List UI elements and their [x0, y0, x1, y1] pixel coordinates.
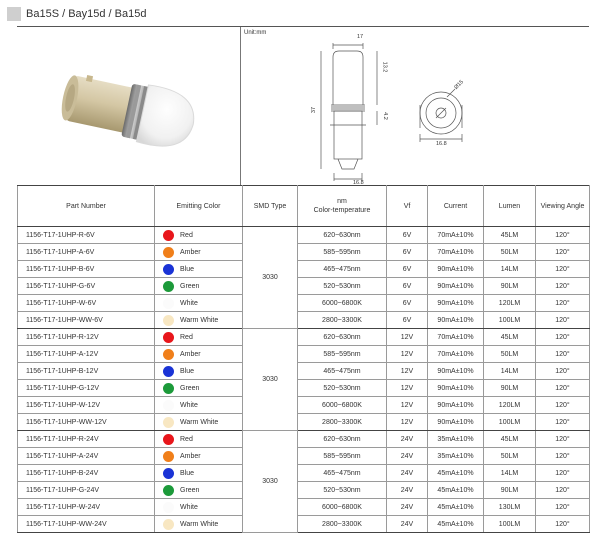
smd-type-cell: 3030: [243, 227, 298, 329]
viewing-angle-cell: 120°: [536, 397, 590, 414]
current-cell: 45mA±10%: [428, 499, 484, 516]
current-cell: 70mA±10%: [428, 244, 484, 261]
vf-cell: 12V: [387, 346, 428, 363]
viewing-angle-cell: 120°: [536, 227, 590, 244]
color-temperature-cell: 465~475nm: [298, 465, 387, 482]
vf-cell: 12V: [387, 363, 428, 380]
emitting-color-cell: [155, 380, 243, 397]
lumen-cell: 50LM: [484, 448, 536, 465]
current-cell: 90mA±10%: [428, 261, 484, 278]
viewing-angle-cell: 120°: [536, 465, 590, 482]
emitting-color-cell: [155, 244, 243, 261]
table-row: [18, 499, 590, 516]
color-dot-icon: [163, 349, 174, 360]
spec-table: [17, 185, 590, 533]
lumen-cell: 130LM: [484, 499, 536, 516]
table-header-row: [18, 186, 590, 227]
emitting-color-cell: [155, 278, 243, 295]
color-temperature-cell: 465~475nm: [298, 261, 387, 278]
part-number-cell: 1156-T17-1UHP-B-12V: [18, 363, 155, 380]
color-temperature-cell: 620~630nm: [298, 329, 387, 346]
lumen-cell: 14LM: [484, 261, 536, 278]
part-number-cell: 1156-T17-1UHP-WW-24V: [18, 516, 155, 533]
viewing-angle-cell: 120°: [536, 312, 590, 329]
color-dot-icon: [163, 502, 174, 513]
color-name: Warm White: [180, 520, 219, 528]
table-row: [18, 346, 590, 363]
color-temperature-cell: 585~595nm: [298, 448, 387, 465]
part-number-cell: 1156-T17-1UHP-B-6V: [18, 261, 155, 278]
color-name: Green: [180, 384, 200, 392]
vf-cell: 24V: [387, 431, 428, 448]
color-name: Green: [180, 486, 200, 494]
table-row: [18, 431, 590, 448]
color-temperature-cell: 2800~3300K: [298, 312, 387, 329]
dimension-drawing: [240, 27, 589, 185]
smd-type-cell: 3030: [243, 431, 298, 533]
vf-cell: 6V: [387, 261, 428, 278]
current-cell: 90mA±10%: [428, 312, 484, 329]
lumen-cell: 14LM: [484, 363, 536, 380]
viewing-angle-cell: 120°: [536, 363, 590, 380]
vf-cell: 24V: [387, 499, 428, 516]
color-name: Green: [180, 282, 200, 290]
color-name: Red: [180, 333, 193, 341]
table-row: [18, 261, 590, 278]
color-name: Red: [180, 231, 193, 239]
part-number-cell: 1156-T17-1UHP-R-12V: [18, 329, 155, 346]
dim-end-width: 16.8: [436, 141, 447, 147]
viewing-angle-cell: 120°: [536, 244, 590, 261]
table-row: [18, 448, 590, 465]
part-number-cell: 1156-T17-1UHP-A-12V: [18, 346, 155, 363]
emitting-color-cell: [155, 431, 243, 448]
color-temperature-cell: 2800~3300K: [298, 516, 387, 533]
dim-total-height: 37: [311, 106, 318, 114]
table-row: [18, 397, 590, 414]
emitting-color-cell: [155, 346, 243, 363]
emitting-color-cell: [155, 227, 243, 244]
header-square-icon: [7, 7, 21, 21]
lumen-cell: 45LM: [484, 329, 536, 346]
color-dot-icon: [163, 451, 174, 462]
dim-base-width: 16.8: [353, 180, 364, 186]
color-temperature-cell: 520~530nm: [298, 278, 387, 295]
viewing-angle-cell: 120°: [536, 431, 590, 448]
current-cell: 90mA±10%: [428, 397, 484, 414]
header-color-temp-label: Color-temperature: [313, 207, 371, 214]
lumen-cell: 90LM: [484, 278, 536, 295]
vf-cell: 6V: [387, 278, 428, 295]
color-name: Amber: [180, 248, 201, 256]
color-dot-icon: [163, 417, 174, 428]
header-nm: nm: [337, 198, 347, 205]
technical-drawing: [241, 27, 590, 185]
vf-cell: 12V: [387, 397, 428, 414]
vf-cell: 6V: [387, 312, 428, 329]
dim-height-a: 13.2: [381, 61, 388, 73]
color-name: Blue: [180, 367, 195, 375]
emitting-color-cell: [155, 499, 243, 516]
lumen-cell: 90LM: [484, 380, 536, 397]
header-color-temperature: [298, 186, 387, 227]
current-cell: 70mA±10%: [428, 227, 484, 244]
color-name: White: [180, 401, 198, 409]
current-cell: 90mA±10%: [428, 414, 484, 431]
color-dot-icon: [163, 366, 174, 377]
viewing-angle-cell: 120°: [536, 346, 590, 363]
part-number-cell: 1156-T17-1UHP-G-24V: [18, 482, 155, 499]
table-row: [18, 295, 590, 312]
color-dot-icon: [163, 281, 174, 292]
dim-diameter: Ø15: [453, 79, 466, 91]
part-number-cell: 1156-T17-1UHP-A-24V: [18, 448, 155, 465]
current-cell: 45mA±10%: [428, 465, 484, 482]
color-name: Warm White: [180, 418, 219, 426]
current-cell: 70mA±10%: [428, 329, 484, 346]
vf-cell: 12V: [387, 414, 428, 431]
vf-cell: 6V: [387, 227, 428, 244]
table-row: [18, 227, 590, 244]
header-vf: Vf: [387, 186, 428, 227]
color-temperature-cell: 520~530nm: [298, 482, 387, 499]
color-dot-icon: [163, 298, 174, 309]
color-name: Warm White: [180, 316, 219, 324]
color-dot-icon: [163, 400, 174, 411]
viewing-angle-cell: 120°: [536, 516, 590, 533]
product-photo: [17, 27, 240, 185]
emitting-color-cell: [155, 448, 243, 465]
color-dot-icon: [163, 230, 174, 241]
current-cell: 35mA±10%: [428, 448, 484, 465]
lumen-cell: 14LM: [484, 465, 536, 482]
part-number-cell: 1156-T17-1UHP-R-6V: [18, 227, 155, 244]
table-row: [18, 465, 590, 482]
vf-cell: 6V: [387, 295, 428, 312]
color-dot-icon: [163, 332, 174, 343]
vf-cell: 24V: [387, 448, 428, 465]
color-dot-icon: [163, 315, 174, 326]
color-dot-icon: [163, 383, 174, 394]
vf-cell: 24V: [387, 482, 428, 499]
color-name: White: [180, 503, 198, 511]
emitting-color-cell: [155, 295, 243, 312]
lumen-cell: 100LM: [484, 516, 536, 533]
current-cell: 45mA±10%: [428, 482, 484, 499]
color-dot-icon: [163, 247, 174, 258]
color-temperature-cell: 520~530nm: [298, 380, 387, 397]
color-temperature-cell: 6000~6800K: [298, 499, 387, 516]
part-number-cell: 1156-T17-1UHP-W-12V: [18, 397, 155, 414]
color-dot-icon: [163, 264, 174, 275]
color-temperature-cell: 585~595nm: [298, 244, 387, 261]
color-temperature-cell: 2800~3300K: [298, 414, 387, 431]
emitting-color-cell: [155, 363, 243, 380]
table-row: [18, 516, 590, 533]
viewing-angle-cell: 120°: [536, 448, 590, 465]
unit-label: Unit:mm: [244, 30, 267, 36]
lumen-cell: 50LM: [484, 244, 536, 261]
vf-cell: 24V: [387, 516, 428, 533]
header-lumen: Lumen: [484, 186, 536, 227]
color-temperature-cell: 6000~6800K: [298, 295, 387, 312]
table-row: [18, 482, 590, 499]
part-number-cell: 1156-T17-1UHP-WW-6V: [18, 312, 155, 329]
part-number-cell: 1156-T17-1UHP-WW-12V: [18, 414, 155, 431]
color-name: Blue: [180, 469, 195, 477]
viewing-angle-cell: 120°: [536, 295, 590, 312]
part-number-cell: 1156-T17-1UHP-G-12V: [18, 380, 155, 397]
part-number-cell: 1156-T17-1UHP-A-6V: [18, 244, 155, 261]
viewing-angle-cell: 120°: [536, 482, 590, 499]
header-emitting-color: Emitting Color: [155, 186, 243, 227]
table-row: [18, 414, 590, 431]
current-cell: 90mA±10%: [428, 295, 484, 312]
part-number-cell: 1156-T17-1UHP-W-6V: [18, 295, 155, 312]
page-title: Ba15S / Bay15d / Ba15d: [26, 8, 147, 20]
color-dot-icon: [163, 519, 174, 530]
header-viewing-angle: Viewing Angle: [536, 186, 590, 227]
viewing-angle-cell: 120°: [536, 329, 590, 346]
color-name: Amber: [180, 452, 201, 460]
lumen-cell: 90LM: [484, 482, 536, 499]
section-header: [7, 6, 146, 22]
led-bulb-photo: [17, 27, 240, 185]
color-name: White: [180, 299, 198, 307]
current-cell: 90mA±10%: [428, 278, 484, 295]
smd-type-cell: 3030: [243, 329, 298, 431]
table-row: [18, 380, 590, 397]
current-cell: 70mA±10%: [428, 346, 484, 363]
current-cell: 90mA±10%: [428, 380, 484, 397]
lumen-cell: 120LM: [484, 295, 536, 312]
lumen-cell: 45LM: [484, 431, 536, 448]
emitting-color-cell: [155, 312, 243, 329]
lumen-cell: 100LM: [484, 414, 536, 431]
table-row: [18, 244, 590, 261]
table-row: [18, 278, 590, 295]
lumen-cell: 120LM: [484, 397, 536, 414]
part-number-cell: 1156-T17-1UHP-W-24V: [18, 499, 155, 516]
emitting-color-cell: [155, 465, 243, 482]
vf-cell: 12V: [387, 380, 428, 397]
current-cell: 90mA±10%: [428, 363, 484, 380]
vf-cell: 6V: [387, 244, 428, 261]
viewing-angle-cell: 120°: [536, 380, 590, 397]
viewing-angle-cell: 120°: [536, 278, 590, 295]
color-name: Red: [180, 435, 193, 443]
dim-height-b: 4.2: [381, 112, 388, 120]
product-overview: [17, 26, 589, 185]
emitting-color-cell: [155, 397, 243, 414]
color-dot-icon: [163, 434, 174, 445]
color-name: Blue: [180, 265, 195, 273]
viewing-angle-cell: 120°: [536, 261, 590, 278]
part-number-cell: 1156-T17-1UHP-G-6V: [18, 278, 155, 295]
part-number-cell: 1156-T17-1UHP-B-24V: [18, 465, 155, 482]
emitting-color-cell: [155, 329, 243, 346]
header-part-number: Part Number: [18, 186, 155, 227]
viewing-angle-cell: 120°: [536, 414, 590, 431]
header-smd-type: SMD Type: [243, 186, 298, 227]
emitting-color-cell: [155, 414, 243, 431]
emitting-color-cell: [155, 482, 243, 499]
color-temperature-cell: 6000~6800K: [298, 397, 387, 414]
table-row: [18, 312, 590, 329]
color-name: Amber: [180, 350, 201, 358]
lumen-cell: 100LM: [484, 312, 536, 329]
vf-cell: 12V: [387, 329, 428, 346]
color-temperature-cell: 465~475nm: [298, 363, 387, 380]
color-temperature-cell: 620~630nm: [298, 227, 387, 244]
color-temperature-cell: 585~595nm: [298, 346, 387, 363]
lumen-cell: 45LM: [484, 227, 536, 244]
table-row: [18, 329, 590, 346]
table-row: [18, 363, 590, 380]
color-dot-icon: [163, 468, 174, 479]
table-body: [18, 227, 590, 533]
emitting-color-cell: [155, 516, 243, 533]
current-cell: 35mA±10%: [428, 431, 484, 448]
viewing-angle-cell: 120°: [536, 499, 590, 516]
emitting-color-cell: [155, 261, 243, 278]
part-number-cell: 1156-T17-1UHP-R-24V: [18, 431, 155, 448]
vf-cell: 24V: [387, 465, 428, 482]
color-temperature-cell: 620~630nm: [298, 431, 387, 448]
header-current: Current: [428, 186, 484, 227]
color-dot-icon: [163, 485, 174, 496]
lumen-cell: 50LM: [484, 346, 536, 363]
current-cell: 45mA±10%: [428, 516, 484, 533]
dim-top-width: 17: [357, 34, 364, 40]
